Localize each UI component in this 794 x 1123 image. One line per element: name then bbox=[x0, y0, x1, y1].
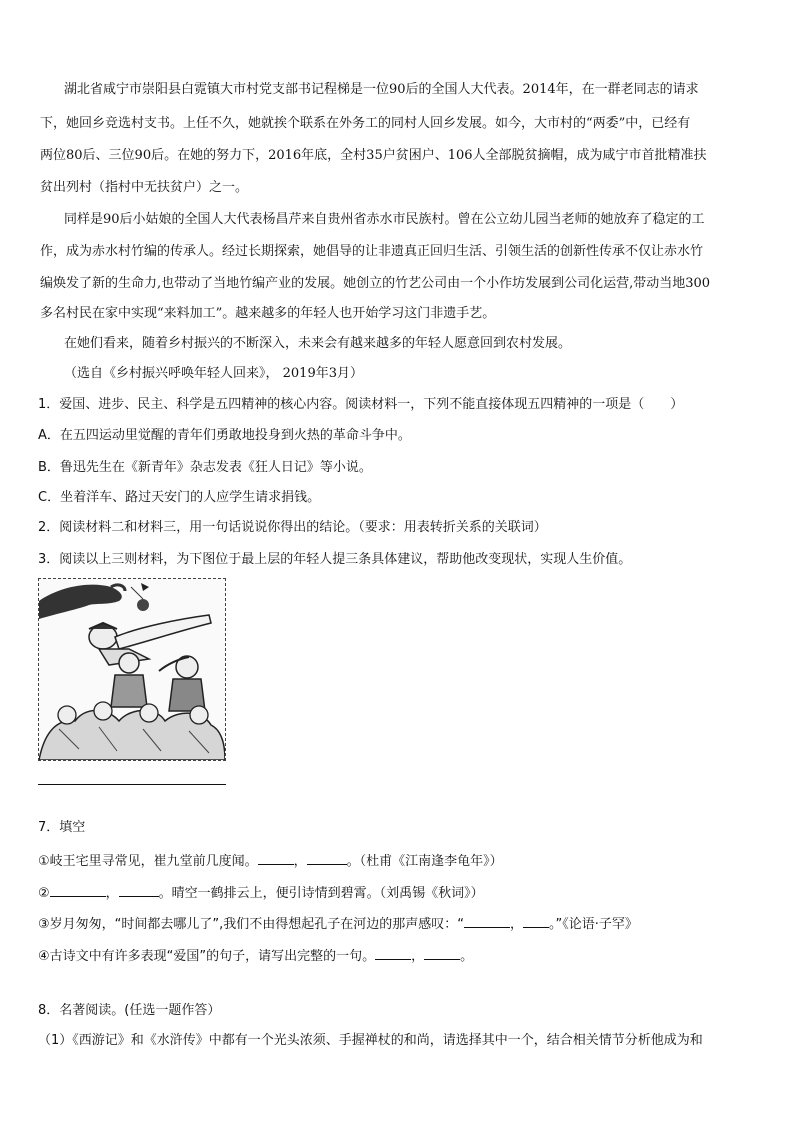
material-paragraph: 两位80后、三位90后。在她的努力下，2016年底，全村35户贫困户、106人全部脱贫摘帽，成为咸宁市首批精准扶 bbox=[40, 148, 707, 163]
material-paragraph: 下，她回乡竞选村支书。上任不久，她就挨个联系在外务工的同村人回乡发展。如今，大市村的“两委”中，已经有 bbox=[40, 116, 691, 131]
item-text: ③岁月匆匆，“时间都去哪儿了”,我们不由得想起孔子在河边的那声感叹：“ bbox=[38, 917, 464, 932]
question-2: 2．阅读材料二和材料三，用一句话说说你得出的结论。（要求：用表转折关系的关联词） bbox=[38, 520, 547, 535]
question-1: 1．爱国、进步、民主、科学是五四精神的核心内容。阅读材料一，下列不能直接体现五四精神的一项是（ ） bbox=[38, 397, 684, 412]
question-7-item-4 bbox=[38, 947, 753, 965]
question-8-title: 8．名著阅读。(任选一题作答） bbox=[38, 1003, 221, 1018]
item-text: ①岐王宅里寻常见，崔九堂前几度闻。 bbox=[38, 854, 258, 869]
answer-blank[interactable] bbox=[119, 884, 159, 897]
item-text: 。 bbox=[460, 949, 474, 964]
material-paragraph: 湖北省咸宁市崇阳县白霓镇大市村党支部书记程梯是一位90后的全国人大代表。2014年，在一群老同志的请求 bbox=[64, 82, 699, 97]
material-paragraph: 编焕发了新的生命力,也带动了当地竹编产业的发展。她创立的竹艺公司由一个小作坊发展到公司化运营,带动当地300 bbox=[40, 276, 711, 291]
blank-separator: ， bbox=[411, 949, 425, 964]
question-8-item-1: （1）《西游记》和《水浒传》中都有一个光头浓须、手握禅杖的和尚，请选择其中一个，结合相关情节分析他成为和 bbox=[38, 1033, 703, 1048]
answer-line bbox=[38, 784, 226, 785]
blank-separator: ， bbox=[293, 854, 307, 869]
question-7-item-1 bbox=[38, 852, 753, 870]
item-text: 。晴空一鹤排云上，便引诗情到碧霄。（刘禹锡《秋词》） bbox=[158, 886, 484, 901]
answer-blank[interactable] bbox=[523, 915, 549, 928]
item-text: ② bbox=[38, 886, 50, 901]
item-text: 。（杜甫《江南逢李龟年》） bbox=[346, 854, 503, 869]
material-paragraph: 多名村民在家中实现“来料加工”。越来越多的年轻人也开始学习这门非遗手艺。 bbox=[40, 306, 496, 321]
material-paragraph: 同样是90后小姑娘的全国人大代表杨昌芹来自贵州省赤水市民族村。曾在公立幼儿园当老师的她放弃了稳定的工 bbox=[64, 212, 705, 227]
answer-blank[interactable] bbox=[375, 947, 411, 960]
blank-separator: ， bbox=[105, 886, 119, 901]
question-3: 3．阅读以上三则材料，为下图位于最上层的年轻人提三条具体建议，帮助他改变现状，实现人生价值。 bbox=[38, 552, 632, 567]
item-text: 。”《论语·子罕》 bbox=[549, 917, 638, 932]
material-paragraph: 作，成为赤水村竹编的传承人。经过长期探索，她倡导的让非遗真正回归生活、引领生活的创新性传承不仅让赤水竹 bbox=[40, 244, 704, 259]
question-7-title: 7．填空 bbox=[38, 820, 86, 835]
question-7-item-3 bbox=[38, 915, 753, 933]
material-paragraph: 贫出列村（指村中无扶贫户）之一。 bbox=[40, 180, 249, 195]
answer-blank[interactable] bbox=[258, 852, 294, 865]
answer-blank[interactable] bbox=[464, 915, 510, 928]
item-text: ④古诗文中有许多表现“爱国”的句子，请写出完整的一句。 bbox=[38, 949, 376, 964]
question-1-option-a: A．在五四运动里觉醒的青年们勇敢地投身到火热的革命斗争中。 bbox=[38, 428, 411, 443]
blank-separator: ， bbox=[510, 917, 524, 932]
question-7-item-2 bbox=[38, 884, 753, 902]
question-1-option-c: C．坐着洋车、路过天安门的人应学生请求捐钱。 bbox=[38, 490, 321, 505]
material-paragraph: 在她们看来，随着乡村振兴的不断深入，未来会有越来越多的年轻人愿意回到农村发展。 bbox=[64, 336, 572, 351]
answer-blank[interactable] bbox=[50, 884, 106, 897]
answer-blank[interactable] bbox=[307, 852, 347, 865]
answer-blank[interactable] bbox=[424, 947, 460, 960]
material-source: （选自《乡村振兴呼唤年轻人回来》， 2019年3月） bbox=[64, 366, 363, 381]
cartoon-drawing bbox=[39, 579, 225, 760]
cartoon-illustration bbox=[38, 578, 226, 761]
question-1-option-b: B．鲁迅先生在《新青年》杂志发表《狂人日记》等小说。 bbox=[38, 460, 372, 475]
